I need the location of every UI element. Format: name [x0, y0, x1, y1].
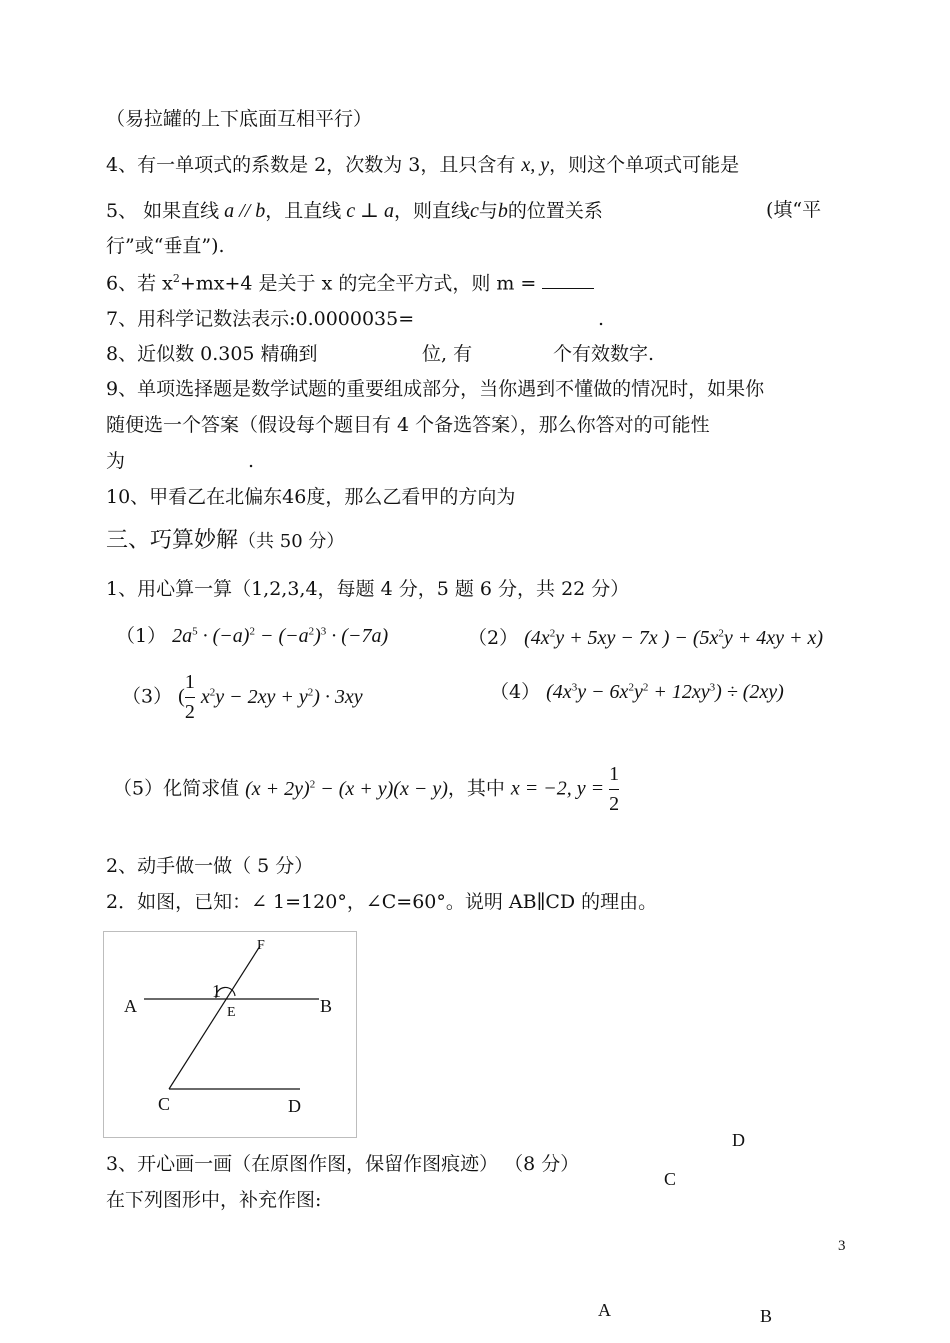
q7-b: .: [598, 308, 605, 330]
q5-f: (填“平: [766, 199, 822, 221]
part-2-title: 2、动手做一做（ 5 分）: [106, 855, 314, 877]
point-d: D: [732, 1130, 745, 1150]
ex5-fraction: $\frac{1}{2}$: [609, 760, 619, 819]
ex3-label: （3）: [122, 685, 173, 708]
fig-label-1: 1: [212, 981, 221, 1001]
question-6: [106, 273, 594, 293]
fig-label-a: A: [124, 996, 137, 1016]
question-4: [106, 155, 739, 175]
section-3-title: [106, 530, 344, 552]
part-3-title: 3、开心画一画（在原图作图，保留作图痕迹） （8 分）: [106, 1153, 580, 1175]
q5-c: ，则直线: [393, 200, 470, 222]
q5-var-b: b: [497, 200, 508, 222]
ex5-values: x = −2, y =: [510, 777, 610, 800]
question-5: [106, 201, 603, 221]
q4-text: 4、有一单项式的系数是 2，次数为 3，且只含有: [106, 154, 516, 176]
part-3-instruction: 在下列图形中，补充作图:: [106, 1189, 322, 1211]
q5-expr-2: c ⊥ a: [341, 200, 394, 222]
ex5-expr: $(x + 2y)^2 - (x + y)(x - y)$: [245, 777, 448, 800]
q5-e: 的位置关系: [507, 200, 603, 222]
figure-lines: [104, 932, 356, 1137]
q5-a: 5、 如果直线: [106, 200, 220, 222]
ex4-expr: $(4x^3y - 6x^2y^2 + 12xy^3) \div (2xy)$: [546, 681, 784, 703]
q8-c: 个有效数字.: [553, 343, 655, 365]
point-a: A: [598, 1300, 611, 1320]
line-0: （易拉罐的上下底面互相平行）: [106, 108, 373, 130]
q8-a: 8、近似数 0.305 精确到: [106, 343, 318, 365]
exercise-1: [116, 626, 388, 646]
ex2-label: （2）: [468, 627, 519, 649]
question-10: 10、甲看乙在北偏东46度，那么乙看甲的方向为: [106, 486, 516, 508]
fig-label-c: C: [158, 1094, 171, 1114]
part-1-title: 1、用心算一算（1,2,3,4，每题 4 分，5 题 6 分，共 22 分）: [106, 578, 630, 600]
point-b: B: [760, 1306, 773, 1326]
q8-b: 位, 有: [422, 343, 473, 365]
fig-label-e: E: [227, 1005, 236, 1020]
q6-exp: 2: [172, 272, 180, 285]
question-9-line-1: 9、单项选择题是数学试题的重要组成部分，当你遇到不懂做的情况时，如果你: [106, 378, 765, 400]
ex5-label: （5）化简求值: [113, 777, 240, 800]
exercise-4: [490, 682, 784, 702]
line-cf: [169, 946, 260, 1089]
exercise-5: [113, 760, 619, 819]
q4-tail: ，则这个单项式可能是: [549, 154, 740, 176]
ex4-label: （4）: [490, 681, 541, 703]
fig-label-f: F: [257, 938, 265, 953]
q6-c: +mx+4 是关于 x 的完全平方式，则 m =: [179, 272, 543, 295]
ex1-expr: $2a^5 \cdot (-a)^2 - (-a^2)^3 \cdot (-7a)$: [172, 625, 389, 647]
question-9-line-2: 随便选一个答案（假设每个题目有 4 个备选答案），那么你答对的可能性: [106, 414, 710, 436]
page-number: 3: [838, 1238, 846, 1254]
ex3-expr: $x^2y - 2xy + y^2) \cdot 3xy$: [200, 685, 363, 708]
fig-label-d: D: [288, 1096, 301, 1116]
q5-g: 行”或“垂直”).: [106, 235, 225, 257]
q5-d: 与: [478, 200, 498, 222]
q5-expr-1: a // b: [219, 200, 266, 222]
exercise-3: （3） ( $\frac{1}{2}$ $x^2y - 2xy + y^2) \cdot 3xy$: [122, 668, 363, 727]
fig-label-b: B: [320, 996, 333, 1016]
exercise-2: [468, 628, 823, 648]
question-9-dot: .: [248, 450, 255, 472]
q4-vars: x, y: [521, 154, 550, 176]
q7-a: 7、用科学记数法表示:0.0000035=: [106, 308, 415, 330]
section-3-score: （共 50 分）: [238, 531, 345, 552]
q5-var-c: c: [469, 200, 479, 222]
q5-b: ，且直线: [265, 200, 342, 222]
ex2-expr: ($4x^2y + 5xy - 7x$ ) − $(5x^2y + 4xy + x)$: [524, 627, 824, 649]
q6-a: 6、若 x: [106, 272, 173, 295]
ex3-fraction: $\frac{1}{2}$: [185, 668, 195, 727]
question-7: [106, 310, 414, 329]
point-c: C: [664, 1169, 677, 1189]
ex1-label: （1）: [116, 625, 167, 647]
q6-blank: [542, 274, 594, 289]
geometry-figure: [103, 931, 357, 1138]
part-2-question: 2．如图，已知：∠ 1=120°，∠C=60°。说明 AB∥CD 的理由。: [106, 891, 658, 913]
question-9-line-3: 为: [106, 450, 126, 472]
section-3-heading: 三、巧算妙解: [106, 528, 239, 553]
question-8: [106, 345, 318, 364]
ex5-where: ，其中: [447, 777, 505, 800]
